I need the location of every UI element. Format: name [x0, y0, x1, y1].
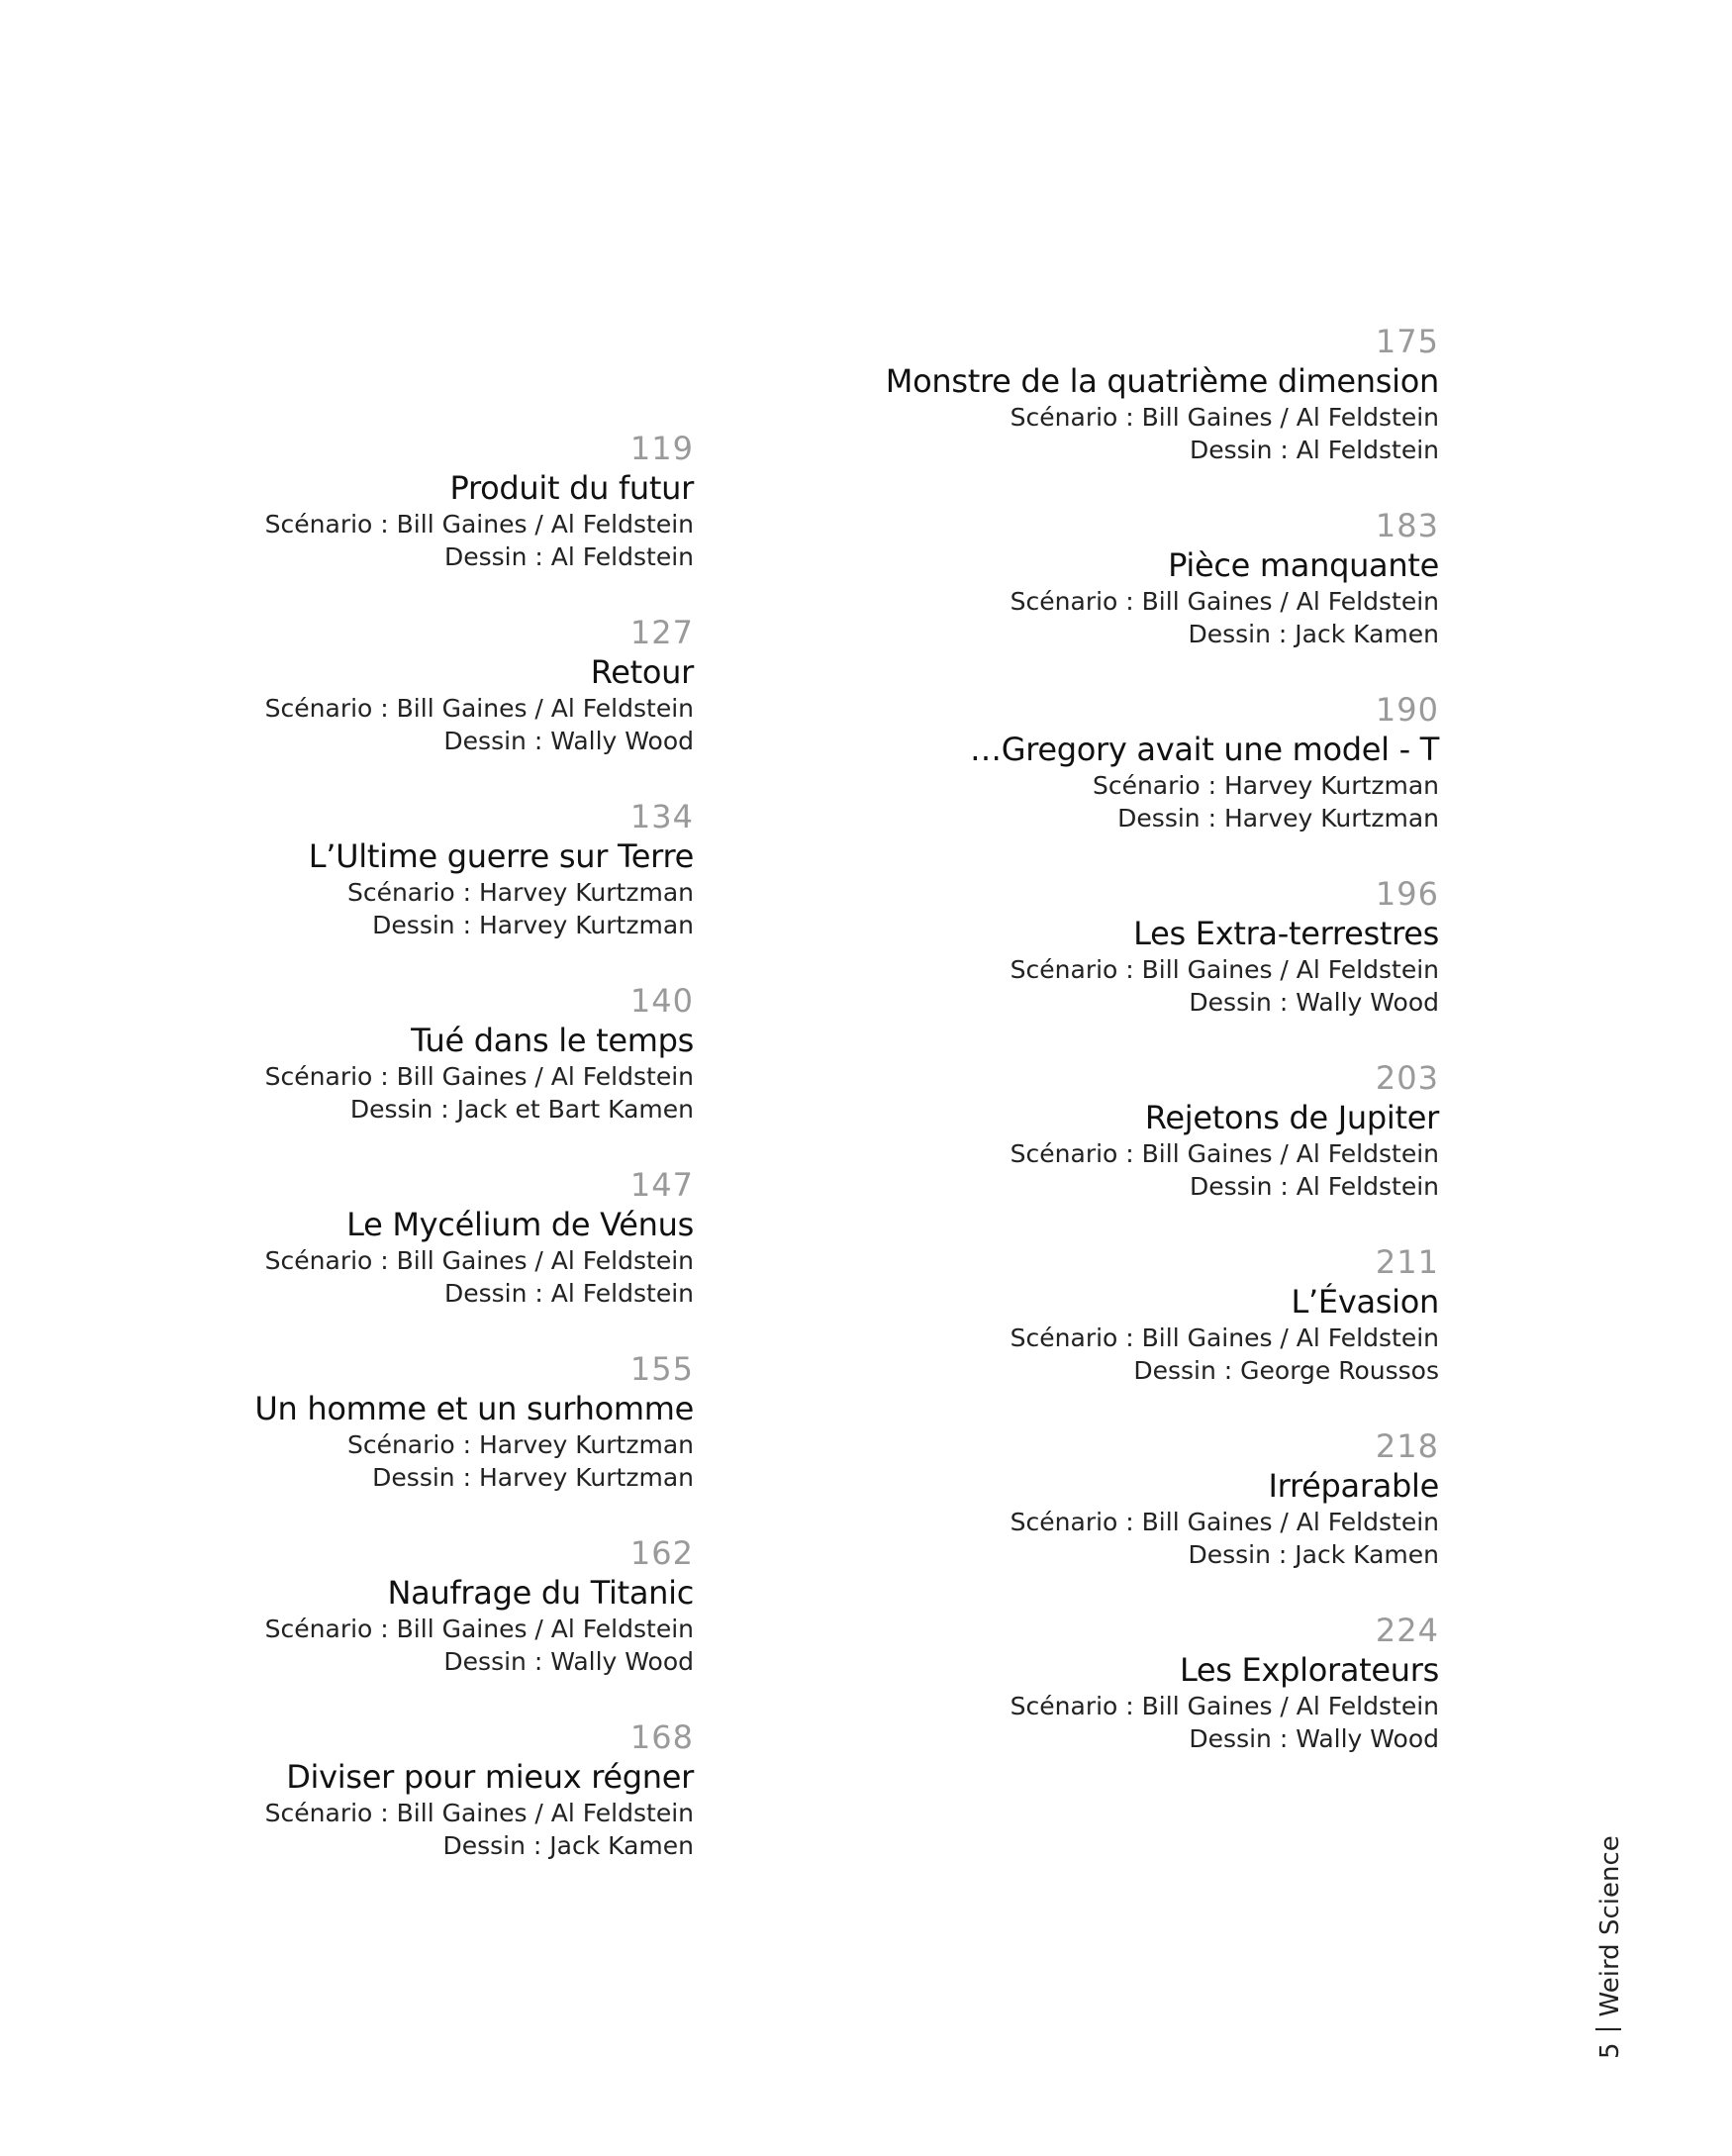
toc-scenario-credit: Scénario : Bill Gaines / Al Feldstein — [1010, 1139, 1439, 1168]
toc-drawing-credit: Dessin : Wally Wood — [1189, 1724, 1439, 1753]
toc-story-title: Produit du futur — [449, 469, 694, 507]
toc-scenario-credit: Scénario : Harvey Kurtzman — [346, 1430, 694, 1459]
toc-entry — [254, 1165, 694, 1349]
toc-story-title: Le Mycélium de Vénus — [346, 1206, 694, 1243]
toc-story-title: Retour — [590, 653, 694, 691]
toc-scenario-credit: Scénario : Bill Gaines / Al Feldstein — [1010, 1692, 1439, 1720]
toc-page-number: 183 — [1375, 507, 1439, 544]
footer-separator — [1595, 2028, 1621, 2030]
footer-page-number: 5 — [1595, 2042, 1625, 2059]
toc-story-title: Naufrage du Titanic — [387, 1574, 694, 1612]
toc-scenario-credit: Scénario : Harvey Kurtzman — [1092, 771, 1439, 800]
toc-drawing-credit: Dessin : Al Feldstein — [1190, 436, 1439, 464]
toc-scenario-credit: Scénario : Bill Gaines / Al Feldstein — [264, 694, 694, 723]
toc-page-number: 168 — [629, 1718, 694, 1756]
toc-scenario-credit: Scénario : Harvey Kurtzman — [346, 878, 694, 907]
toc-scenario-credit: Scénario : Bill Gaines / Al Feldstein — [264, 1799, 694, 1827]
toc-page-number: 203 — [1375, 1059, 1439, 1097]
toc-drawing-credit: Dessin : Jack Kamen — [442, 1831, 694, 1860]
toc-drawing-credit: Dessin : Harvey Kurtzman — [372, 1463, 694, 1492]
toc-entry — [886, 874, 1439, 1058]
toc-page-number: 127 — [629, 614, 694, 651]
toc-story-title: Rejetons de Jupiter — [1144, 1099, 1439, 1136]
toc-scenario-credit: Scénario : Bill Gaines / Al Feldstein — [1010, 955, 1439, 984]
toc-drawing-credit: Dessin : Jack Kamen — [1188, 1540, 1439, 1569]
toc-page-number: 162 — [629, 1534, 694, 1572]
toc-scenario-credit: Scénario : Bill Gaines / Al Feldstein — [1010, 1508, 1439, 1536]
toc-story-title: Diviser pour mieux régner — [286, 1758, 694, 1796]
toc-drawing-credit: Dessin : Harvey Kurtzman — [1117, 804, 1439, 833]
footer-book-title: Weird Science — [1595, 1835, 1625, 2017]
toc-drawing-credit: Dessin : George Roussos — [1133, 1356, 1439, 1385]
toc-entry — [254, 613, 694, 797]
toc-story-title: Monstre de la quatrième dimension — [885, 362, 1439, 400]
toc-drawing-credit: Dessin : Wally Wood — [443, 727, 694, 755]
toc-page-number: 119 — [629, 430, 694, 467]
toc-page-number: 140 — [629, 982, 694, 1020]
toc-page-number: 190 — [1375, 691, 1439, 729]
toc-drawing-credit: Dessin : Wally Wood — [1189, 988, 1439, 1017]
toc-left-column — [254, 429, 694, 1902]
toc-scenario-credit: Scénario : Bill Gaines / Al Feldstein — [1010, 587, 1439, 616]
toc-scenario-credit: Scénario : Bill Gaines / Al Feldstein — [264, 1062, 694, 1091]
toc-story-title: L’Évasion — [1291, 1283, 1439, 1321]
toc-entry — [254, 1533, 694, 1717]
toc-page-number: 175 — [1375, 323, 1439, 360]
toc-entry — [254, 1717, 694, 1902]
toc-entry — [886, 322, 1439, 506]
toc-drawing-credit: Dessin : Harvey Kurtzman — [372, 911, 694, 939]
toc-scenario-credit: Scénario : Bill Gaines / Al Feldstein — [264, 510, 694, 539]
toc-drawing-credit: Dessin : Jack et Bart Kamen — [349, 1095, 694, 1124]
toc-entry — [886, 690, 1439, 874]
toc-story-title: Tué dans le temps — [411, 1022, 694, 1059]
toc-page-number: 211 — [1375, 1243, 1439, 1281]
toc-entry — [886, 1242, 1439, 1426]
toc-page-number: 196 — [1375, 875, 1439, 913]
toc-entry — [886, 506, 1439, 690]
toc-story-title: Pièce manquante — [1168, 546, 1439, 584]
toc-right-column — [886, 322, 1439, 1795]
page-footer — [1595, 1835, 1625, 2059]
toc-scenario-credit: Scénario : Bill Gaines / Al Feldstein — [264, 1246, 694, 1275]
toc-entry — [886, 1058, 1439, 1242]
toc-entry — [254, 429, 694, 613]
toc-entry — [886, 1611, 1439, 1795]
toc-page-number: 134 — [629, 798, 694, 835]
toc-story-title: Un homme et un surhomme — [254, 1390, 694, 1427]
toc-scenario-credit: Scénario : Bill Gaines / Al Feldstein — [1010, 403, 1439, 432]
toc-entry — [254, 797, 694, 981]
toc-drawing-credit: Dessin : Al Feldstein — [444, 1279, 694, 1308]
toc-story-title: Irréparable — [1268, 1467, 1439, 1505]
toc-page-number: 155 — [629, 1350, 694, 1388]
toc-scenario-credit: Scénario : Bill Gaines / Al Feldstein — [264, 1615, 694, 1643]
toc-story-title: Les Explorateurs — [1179, 1651, 1439, 1689]
toc-drawing-credit: Dessin : Al Feldstein — [1190, 1172, 1439, 1201]
toc-drawing-credit: Dessin : Wally Wood — [443, 1647, 694, 1676]
toc-story-title: L’Ultime guerre sur Terre — [308, 837, 694, 875]
toc-scenario-credit: Scénario : Bill Gaines / Al Feldstein — [1010, 1323, 1439, 1352]
toc-entry — [886, 1426, 1439, 1611]
toc-entry — [254, 1349, 694, 1533]
toc-story-title: …Gregory avait une model - T — [970, 731, 1439, 768]
toc-page-number: 147 — [629, 1166, 694, 1204]
toc-page-number: 218 — [1375, 1427, 1439, 1465]
toc-page-number: 224 — [1375, 1612, 1439, 1649]
toc-story-title: Les Extra-terrestres — [1133, 915, 1439, 952]
toc-drawing-credit: Dessin : Al Feldstein — [444, 542, 694, 571]
toc-entry — [254, 981, 694, 1165]
toc-drawing-credit: Dessin : Jack Kamen — [1188, 620, 1439, 648]
